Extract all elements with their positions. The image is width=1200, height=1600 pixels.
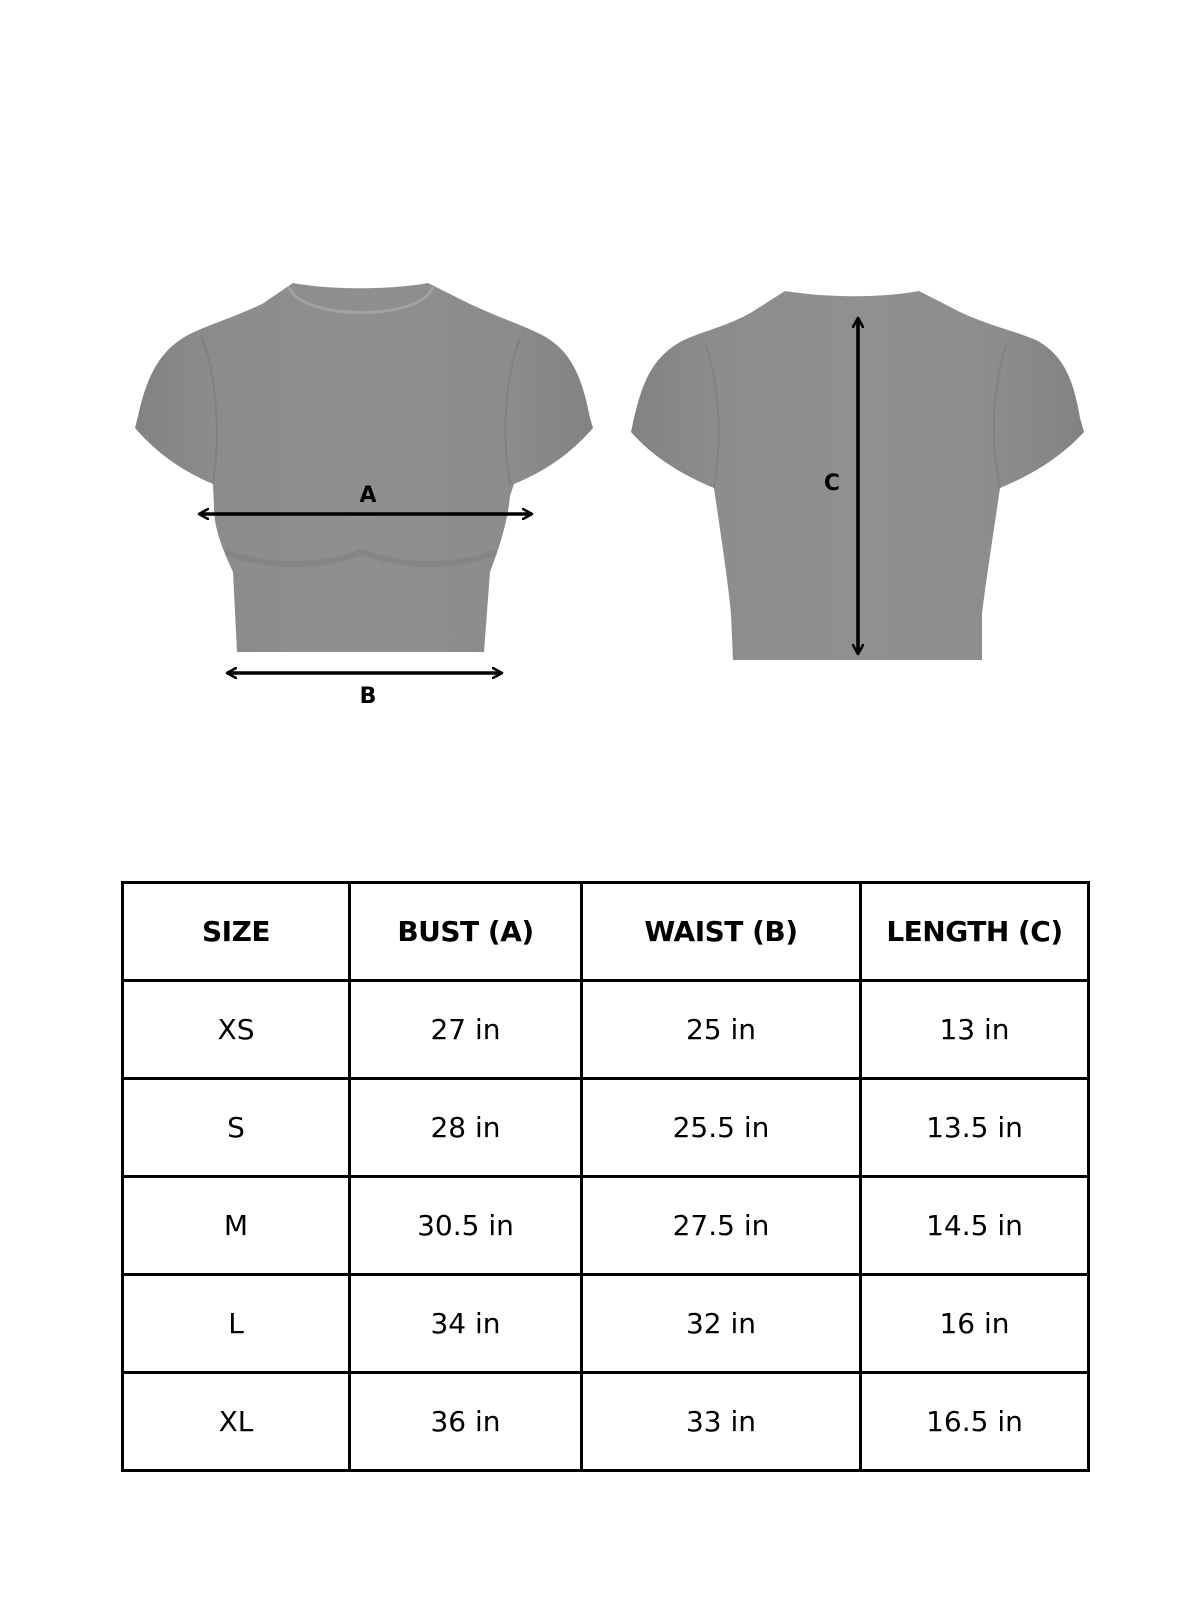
- table-row: [123, 1373, 1089, 1471]
- cell-size: L: [123, 1275, 350, 1373]
- cell-size: M: [123, 1177, 350, 1275]
- cell-waist: 25 in: [582, 981, 861, 1079]
- front-shirt-body: [135, 283, 593, 652]
- cell-waist: 32 in: [582, 1275, 861, 1373]
- header-length: LENGTH (C): [861, 883, 1089, 981]
- header-bust: BUST (A): [350, 883, 582, 981]
- size-chart-table: [121, 881, 1090, 1472]
- cell-bust: 28 in: [350, 1079, 582, 1177]
- cell-length: 13 in: [861, 981, 1089, 1079]
- cell-length: 16.5 in: [861, 1373, 1089, 1471]
- cell-size: XL: [123, 1373, 350, 1471]
- table-row: [123, 1079, 1089, 1177]
- table-header-row: [123, 883, 1089, 981]
- table-row: [123, 1177, 1089, 1275]
- cell-bust: 30.5 in: [350, 1177, 582, 1275]
- header-size: SIZE: [123, 883, 350, 981]
- cell-waist: 25.5 in: [582, 1079, 861, 1177]
- cell-waist: 27.5 in: [582, 1177, 861, 1275]
- header-waist: WAIST (B): [582, 883, 861, 981]
- front-view-shirt: [135, 283, 593, 652]
- cell-length: 14.5 in: [861, 1177, 1089, 1275]
- waist-label: B: [359, 684, 377, 709]
- cell-size: S: [123, 1079, 350, 1177]
- garment-illustration: [0, 0, 1200, 760]
- cell-bust: 34 in: [350, 1275, 582, 1373]
- cell-length: 13.5 in: [861, 1079, 1089, 1177]
- table-row: [123, 1275, 1089, 1373]
- cell-size: XS: [123, 981, 350, 1079]
- bust-label: A: [359, 483, 377, 508]
- cell-length: 16 in: [861, 1275, 1089, 1373]
- cell-bust: 27 in: [350, 981, 582, 1079]
- table-row: [123, 981, 1089, 1079]
- cell-bust: 36 in: [350, 1373, 582, 1471]
- cell-waist: 33 in: [582, 1373, 861, 1471]
- length-label: C: [823, 471, 841, 496]
